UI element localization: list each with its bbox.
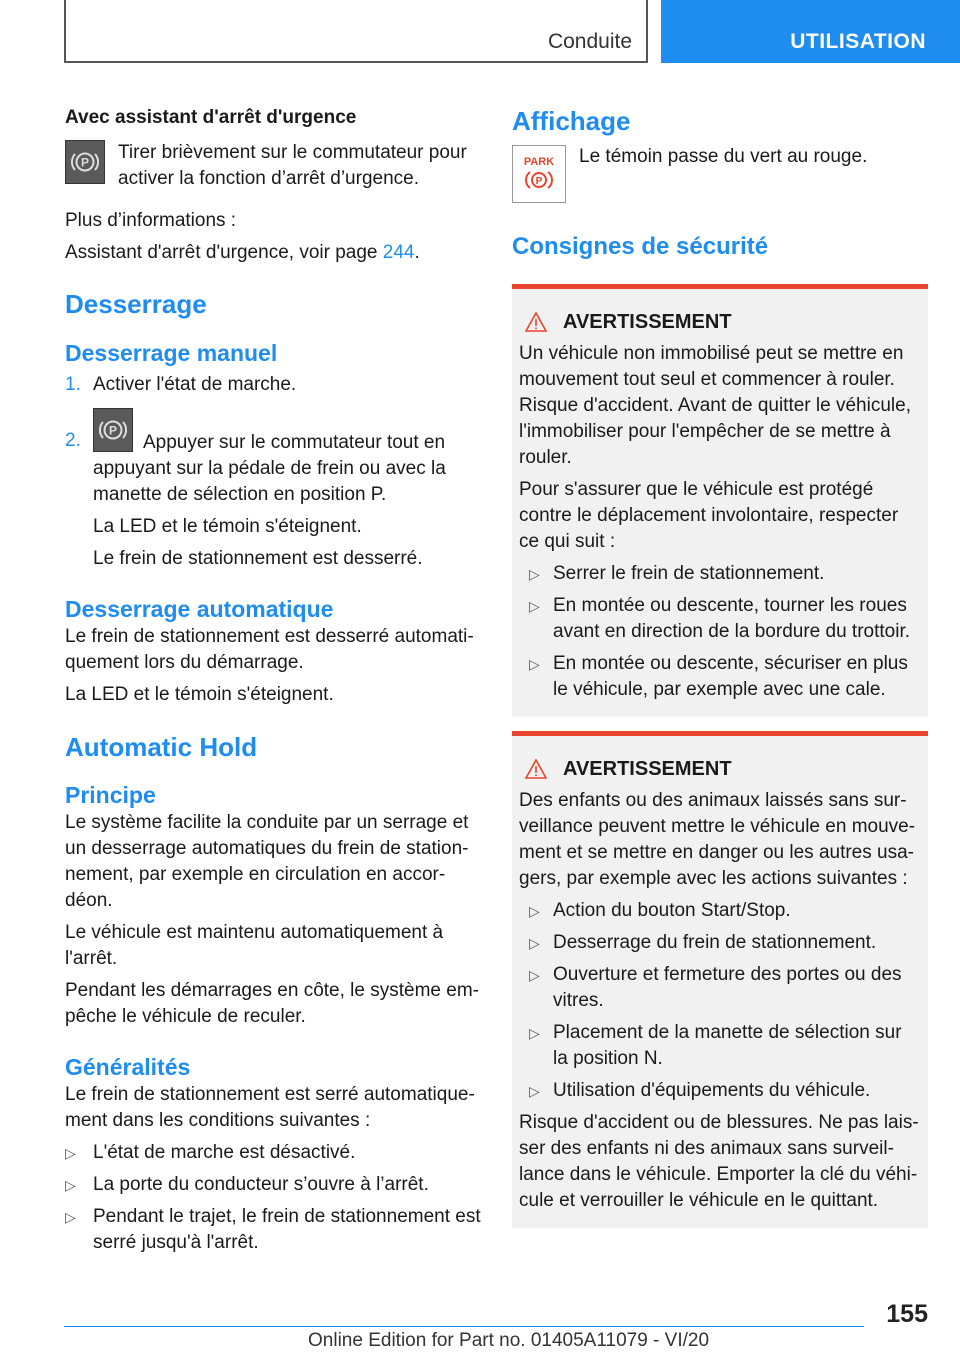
header-section-title: Conduite bbox=[547, 30, 632, 53]
warning-triangle-icon bbox=[525, 759, 547, 779]
svg-text:P: P bbox=[535, 176, 543, 187]
warning-triangle-icon bbox=[525, 312, 547, 332]
heading-automatic-hold: Automatic Hold bbox=[65, 732, 258, 762]
list-item-text: L'état de marche est désactivé. bbox=[93, 1142, 356, 1163]
step-sub-text: La LED et le témoin s'éteignent. bbox=[93, 516, 362, 537]
step-number: 2. bbox=[65, 430, 81, 451]
list-item bbox=[519, 593, 921, 645]
warning-paragraph: Des enfants ou des animaux laissés sans surveillance peuvent mettre le véhicule en mouvement et se mettre en danger ou les autres usagers, par exemple avec les actions suivantes : bbox=[519, 790, 916, 889]
bullet-triangle-icon: ▷ bbox=[529, 935, 540, 951]
paragraph: La LED et le témoin s'éteignent. bbox=[65, 684, 334, 705]
list-item-text: La porte du conducteur s’ouvre à l’arrêt. bbox=[93, 1174, 429, 1195]
right-column bbox=[512, 104, 928, 1228]
page-link-244[interactable]: 244 bbox=[382, 242, 415, 263]
bullet-triangle-icon: ▷ bbox=[529, 566, 540, 582]
warning-title-text: AVERTISSEMENT bbox=[563, 311, 732, 333]
paragraph: Le frein de stationnement est serré automatiquement dans les conditions suivantes : bbox=[65, 1084, 475, 1131]
heading-desserrage-manuel: Desserrage manuel bbox=[65, 340, 278, 366]
bullet-triangle-icon: ▷ bbox=[529, 1025, 540, 1041]
warning-paragraph: Un véhicule non immobilisé peut se mettre en mouvement tout seul et commencer à rouler. Risque d'accident. Avant de quitter le véhicule, l'immobiliser pour l'empêcher de se mettre à rouler. bbox=[519, 343, 911, 468]
heading-generalites: Généralités bbox=[65, 1054, 191, 1080]
emergency-subtitle: Avec assistant d'arrêt d'urgence bbox=[65, 107, 357, 128]
warning-box-1 bbox=[512, 284, 928, 717]
more-info: Plus d’informations : bbox=[65, 210, 237, 231]
list-item bbox=[519, 1020, 921, 1072]
warning-paragraph: Pour s'assurer que le véhicule est protégé contre le déplacement involontaire, respecter ce qui suit : bbox=[519, 479, 899, 552]
heading-principe: Principe bbox=[65, 782, 156, 808]
list-item bbox=[65, 1204, 485, 1256]
park-label: PARK bbox=[523, 156, 555, 168]
reference-end: . bbox=[414, 242, 420, 263]
warning-paragraph: Risque d'accident ou de blessures. Ne pas laisser des enfants ni des animaux sans surveillance dans le véhicule. Emporter la clé du véhicule et verrouiller le véhicule en le quittant. bbox=[519, 1112, 919, 1211]
heading-desserrage-automatique: Desserrage automatique bbox=[65, 596, 334, 622]
list-item-text: En montée ou descente, sécuriser en plus le véhicule, par exemple avec une cale. bbox=[553, 653, 908, 700]
list-item bbox=[519, 1078, 921, 1104]
heading-affichage: Affichage bbox=[512, 106, 631, 136]
step-1 bbox=[65, 372, 485, 398]
svg-text:P: P bbox=[108, 423, 118, 438]
list-item bbox=[65, 1172, 485, 1198]
reference-text: Assistant d'arrêt d'urgence, voir page bbox=[65, 242, 383, 263]
heading-consignes: Consignes de sécurité bbox=[512, 233, 769, 260]
page-number: 155 bbox=[886, 1300, 928, 1328]
header-section-tab bbox=[64, 0, 648, 63]
list-item-text: Ouverture et fermeture des portes ou des vitres. bbox=[553, 964, 902, 1011]
affichage-text: Le témoin passe du vert au rouge. bbox=[579, 146, 868, 167]
step-text: Appuyer sur le commutateur tout en appuyant sur la pédale de frein ou avec la manette de sélection en position P. bbox=[93, 432, 446, 505]
header-chapter-tab bbox=[661, 0, 960, 63]
warning-title bbox=[525, 756, 921, 782]
bullet-triangle-icon: ▷ bbox=[65, 1177, 76, 1193]
left-column bbox=[65, 104, 485, 1256]
warning-box-2 bbox=[512, 731, 928, 1228]
list-item-text: Placement de la manette de sélection sur la position N. bbox=[553, 1022, 902, 1069]
warning-title-text: AVERTISSEMENT bbox=[563, 758, 732, 780]
list-item bbox=[519, 962, 921, 1014]
parking-brake-icon bbox=[93, 408, 133, 452]
list-item-text: Action du bouton Start/Stop. bbox=[553, 900, 791, 921]
header-chapter-title: UTILISATION bbox=[790, 30, 926, 53]
list-item bbox=[519, 561, 921, 587]
bullet-triangle-icon: ▷ bbox=[65, 1145, 76, 1161]
step-text: Activer l'état de marche. bbox=[93, 374, 297, 395]
step-2 bbox=[65, 408, 485, 572]
paragraph: Pendant les démarrages en côte, le système empêche le véhicule de reculer. bbox=[65, 980, 479, 1027]
step-number: 1. bbox=[65, 374, 81, 395]
heading-desserrage: Desserrage bbox=[65, 289, 207, 319]
paragraph: Le système facilite la conduite par un serrage et un desserrage automatiques du frein de stationnement, par exemple en circulation en accordéon. bbox=[65, 812, 469, 911]
list-item bbox=[519, 898, 921, 924]
list-item bbox=[519, 930, 921, 956]
bullet-triangle-icon: ▷ bbox=[65, 1209, 76, 1225]
bullet-triangle-icon: ▷ bbox=[529, 967, 540, 983]
footer-edition: Online Edition for Part no. 01405A11079 - VI/20 bbox=[308, 1330, 710, 1351]
emergency-row bbox=[65, 140, 485, 192]
list-item bbox=[65, 1140, 485, 1166]
list-item-text: Serrer le frein de stationnement. bbox=[553, 563, 825, 584]
warning-title bbox=[525, 309, 921, 335]
step-sub-text: Le frein de stationnement est desserré. bbox=[93, 548, 423, 569]
paragraph: Le frein de stationnement est desserré automatiquement lors du démarrage. bbox=[65, 626, 474, 673]
list-item-text: Desserrage du frein de stationnement. bbox=[553, 932, 877, 953]
list-item-text: Pendant le trajet, le frein de stationnement est serré jusqu'à l'arrêt. bbox=[93, 1206, 481, 1253]
reference-line bbox=[65, 240, 485, 266]
list-item-text: Utilisation d'équipements du véhicule. bbox=[553, 1080, 871, 1101]
bullet-triangle-icon: ▷ bbox=[529, 903, 540, 919]
bullet-triangle-icon: ▷ bbox=[529, 1083, 540, 1099]
affichage-row bbox=[512, 145, 928, 203]
paragraph: Le véhicule est maintenu automatiquement à l'arrêt. bbox=[65, 922, 444, 969]
svg-text:P: P bbox=[80, 155, 90, 170]
bullet-triangle-icon: ▷ bbox=[529, 656, 540, 672]
bullet-triangle-icon: ▷ bbox=[529, 598, 540, 614]
footer-divider bbox=[64, 1326, 864, 1327]
list-item-text: En montée ou descente, tourner les roues avant en direction de la bordure du trottoir. bbox=[553, 595, 911, 642]
park-warning-icon bbox=[512, 145, 566, 203]
parking-brake-icon bbox=[65, 140, 105, 184]
list-item bbox=[519, 651, 921, 703]
emergency-text: Tirer brièvement sur le commutateur pour activer la fonction d’arrêt d’urgence. bbox=[118, 142, 467, 189]
